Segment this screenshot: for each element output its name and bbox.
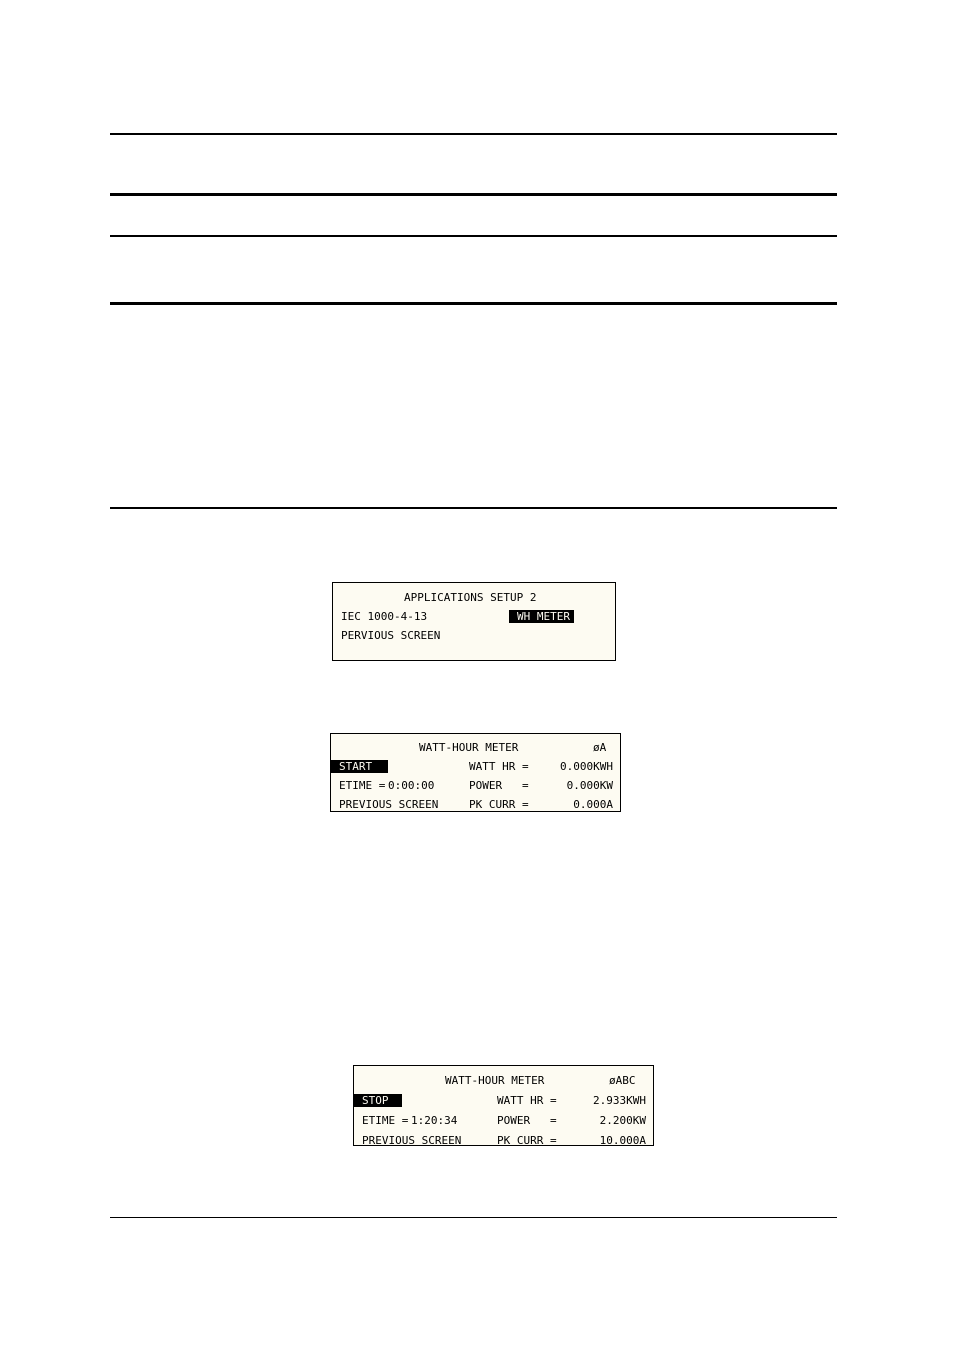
phase-indicator: øA xyxy=(593,741,607,754)
power-label: POWER = xyxy=(497,1114,557,1127)
power-value: 2.200KW xyxy=(599,1114,646,1127)
top-rule-1 xyxy=(110,133,837,135)
menu-item-wh-meter[interactable]: WH METER xyxy=(509,610,574,623)
screen-title: WATT-HOUR METER xyxy=(445,1074,545,1087)
watt-hr-label: WATT HR = xyxy=(497,1094,557,1107)
footer-rule xyxy=(110,1217,837,1218)
top-rule-2 xyxy=(110,193,837,196)
etime-label: ETIME = xyxy=(339,779,386,792)
etime-label: ETIME = xyxy=(362,1114,409,1127)
stop-button[interactable]: STOP xyxy=(354,1094,402,1107)
pk-curr-label: PK CURR = xyxy=(469,798,529,811)
lcd-watt-hour-meter-abc xyxy=(353,1065,654,1146)
lcd-watt-hour-meter-a xyxy=(330,733,621,812)
lcd-applications-setup-2 xyxy=(332,582,616,661)
etime-value: 1:20:34 xyxy=(411,1114,458,1127)
watt-hr-value: 2.933KWH xyxy=(593,1094,646,1107)
power-label: POWER = xyxy=(469,779,529,792)
power-value: 0.000KW xyxy=(566,779,613,792)
phase-indicator: øABC xyxy=(609,1074,636,1087)
top-rule-4 xyxy=(110,302,837,305)
section-rule xyxy=(110,507,837,509)
menu-item-previous-screen[interactable]: PREVIOUS SCREEN xyxy=(339,798,439,811)
menu-item-previous-screen[interactable]: PERVIOUS SCREEN xyxy=(341,629,441,642)
menu-item-previous-screen[interactable]: PREVIOUS SCREEN xyxy=(362,1134,462,1147)
pk-curr-label: PK CURR = xyxy=(497,1134,557,1147)
watt-hr-value: 0.000KWH xyxy=(560,760,613,773)
watt-hr-label: WATT HR = xyxy=(469,760,529,773)
top-rule-3 xyxy=(110,235,837,237)
etime-value: 0:00:00 xyxy=(388,779,435,792)
menu-item-iec-1000-4-13[interactable]: IEC 1000-4-13 xyxy=(341,610,428,623)
screen-title: APPLICATIONS SETUP 2 xyxy=(404,591,537,604)
start-button[interactable]: START xyxy=(331,760,388,773)
pk-curr-value: 10.000A xyxy=(599,1134,646,1147)
screen-title: WATT-HOUR METER xyxy=(419,741,519,754)
pk-curr-value: 0.000A xyxy=(573,798,613,811)
